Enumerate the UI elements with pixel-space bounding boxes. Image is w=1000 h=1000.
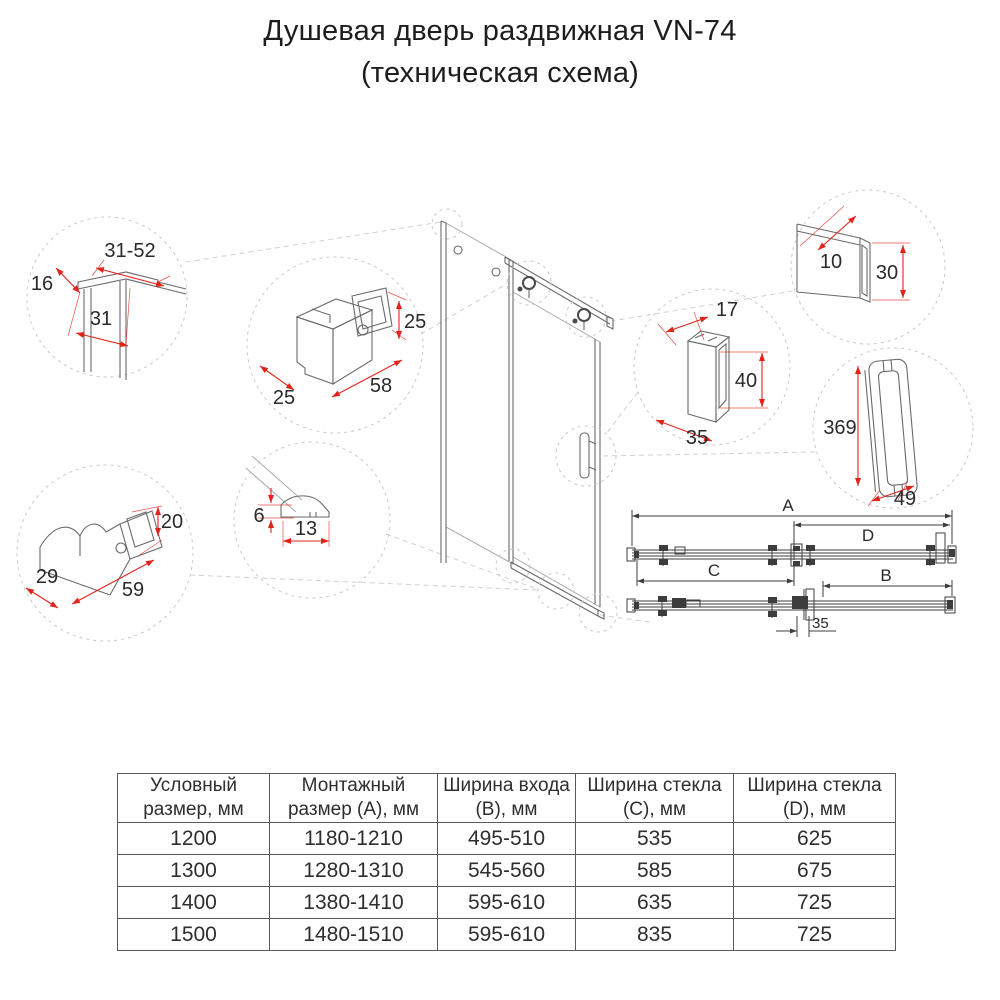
dim-roller-bracket-length: 58	[369, 375, 393, 397]
cell-glass-c: 585	[576, 855, 734, 887]
dim-wall-bracket-top: 17	[715, 299, 739, 321]
cell-glass-d: 675	[734, 855, 896, 887]
spec-table	[117, 773, 896, 951]
bottom-threshold	[511, 562, 604, 619]
cell-glass-d: 625	[734, 823, 896, 855]
col-header-mounting-size: Монтажный размер (А), мм	[270, 774, 438, 823]
plan-dim-b: B	[880, 566, 892, 585]
cell-mounting: 1480-1510	[270, 919, 438, 951]
table-row	[118, 887, 896, 919]
detail-roller-bracket	[247, 257, 426, 433]
detail-top-profile	[27, 217, 187, 380]
dim-seal-height: 6	[253, 505, 265, 527]
plan-dim-a: A	[782, 496, 794, 515]
cell-glass-d: 725	[734, 919, 896, 951]
dim-wall-bracket-bottom: 35	[685, 427, 709, 449]
table-row	[118, 855, 896, 887]
detail-handle	[813, 348, 973, 510]
cell-glass-d: 725	[734, 887, 896, 919]
plan-dim-d: D	[861, 526, 875, 545]
table-row	[118, 919, 896, 951]
cell-nominal: 1300	[118, 855, 270, 887]
door-handle	[580, 433, 596, 478]
title-line-1: Душевая дверь раздвижная VN-74	[263, 15, 737, 47]
cell-mounting: 1380-1410	[270, 887, 438, 919]
cell-glass-c: 835	[576, 919, 734, 951]
dim-top-profile-depth: 16	[30, 273, 54, 295]
cell-entry: 495-510	[438, 823, 576, 855]
detail-seal-profile	[234, 442, 390, 598]
dim-guide-block-length: 59	[121, 579, 145, 601]
dim-roller-bracket-width: 25	[272, 387, 296, 409]
cell-glass-c: 535	[576, 823, 734, 855]
cell-entry: 595-610	[438, 887, 576, 919]
dim-handle-width: 49	[893, 488, 917, 510]
col-header-entry-width: Ширина входа (В), мм	[438, 774, 576, 823]
callout-target-circles	[432, 209, 617, 632]
dim-guide-block-width: 29	[35, 566, 59, 588]
dim-top-profile-range: 31-52	[104, 240, 156, 262]
cell-nominal: 1400	[118, 887, 270, 919]
leader-lines	[186, 222, 815, 622]
cell-entry: 595-610	[438, 919, 576, 951]
table-header-row	[118, 774, 896, 823]
dim-rail-section-depth: 10	[819, 251, 843, 273]
col-header-nominal-size: Условный размер, мм	[118, 774, 270, 823]
dim-guide-block-height: 20	[160, 511, 184, 533]
dim-top-profile-inner: 31	[89, 308, 113, 330]
cell-mounting: 1180-1210	[270, 823, 438, 855]
title-line-2: (техническая схема)	[360, 57, 640, 89]
dim-seal-width: 13	[294, 518, 318, 540]
plan-view-bottom	[627, 566, 955, 637]
cell-glass-c: 635	[576, 887, 734, 919]
dim-roller-bracket-height: 25	[404, 311, 427, 333]
main-isometric-view	[432, 209, 617, 632]
dim-handle-height: 369	[823, 417, 857, 439]
glass-hole	[492, 268, 500, 276]
glass-hole	[454, 246, 462, 254]
cell-nominal: 1200	[118, 823, 270, 855]
cell-nominal: 1500	[118, 919, 270, 951]
dim-wall-bracket-height: 40	[734, 370, 758, 392]
detail-guide-block	[17, 465, 193, 641]
detail-rail-section	[791, 190, 945, 344]
cell-mounting: 1280-1310	[270, 855, 438, 887]
dim-rail-section-height: 30	[875, 262, 899, 284]
col-header-glass-d-width: Ширина стекла (D), мм	[734, 774, 896, 823]
table-row	[118, 823, 896, 855]
cell-entry: 545-560	[438, 855, 576, 887]
col-header-glass-c-width: Ширина стекла (С), мм	[576, 774, 734, 823]
plan-dim-offset: 35	[812, 615, 829, 632]
plan-dim-c: C	[707, 561, 721, 580]
